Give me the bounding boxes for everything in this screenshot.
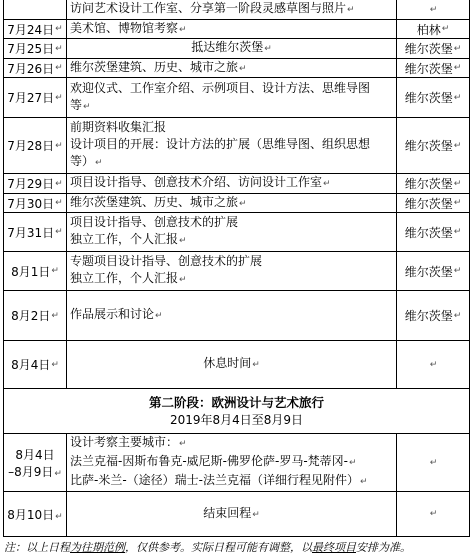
- date-text: 8月10日: [7, 507, 55, 522]
- paragraph-mark-icon: ↵: [239, 63, 247, 74]
- date-cell: [4, 252, 67, 290]
- paragraph-mark-icon: ↵: [55, 92, 63, 103]
- paragraph-mark-icon: ↵: [453, 92, 462, 103]
- activity-cell: [67, 341, 397, 388]
- paragraph-mark-icon: ↵: [252, 509, 260, 520]
- place-text: 维尔茨堡: [404, 42, 453, 56]
- note-underline-1: 为往期范例: [70, 541, 125, 554]
- paragraph-mark-icon: ↵: [429, 509, 438, 519]
- activity-text: 设计项目的开展：设计方法的扩展（思维导图、组织思想: [70, 137, 371, 151]
- activity-text: 独立工作，个人汇报: [70, 232, 179, 246]
- table-row: [4, 434, 470, 492]
- place-text: 柏林: [416, 22, 441, 37]
- date-cell: [4, 174, 67, 193]
- activity-text: 作品展示和讨论: [70, 307, 155, 321]
- activity-cell: [67, 20, 397, 38]
- activity-text: 休息时间: [203, 356, 252, 370]
- note-underline-2: 最终项目: [312, 541, 356, 554]
- place-text: 维尔茨堡: [404, 177, 453, 191]
- place-cell: [397, 20, 469, 38]
- table-row: [4, 118, 470, 174]
- paragraph-mark-icon: ↵: [51, 266, 59, 276]
- activity-line: [203, 505, 260, 524]
- table-row: [4, 174, 470, 194]
- date-text: 7月25日: [7, 42, 55, 56]
- activity-line: [70, 194, 393, 213]
- table-row: [4, 492, 470, 537]
- table-row: [4, 194, 470, 213]
- activity-line: [70, 97, 393, 116]
- date-cell: [4, 0, 67, 19]
- activity-text: 前期资料收集汇报: [70, 120, 167, 134]
- date-cell: [4, 341, 67, 388]
- activity-text: 等）: [70, 154, 95, 168]
- place-cell: [397, 434, 469, 491]
- table-row: [4, 341, 470, 389]
- activity-line: [70, 306, 393, 325]
- activity-line: [70, 270, 393, 289]
- date-text: 7月24日: [7, 22, 55, 37]
- activity-line: [70, 136, 393, 153]
- activity-line: [70, 20, 393, 39]
- date-text: 7月31日: [7, 225, 55, 240]
- place-cell: [397, 174, 469, 193]
- place-cell: [397, 59, 469, 77]
- activity-text: 项目设计指导、创意技术介绍、访问设计工作室: [70, 175, 323, 189]
- paragraph-mark-icon: ↵: [360, 477, 368, 487]
- paragraph-mark-icon: ↵: [179, 275, 187, 285]
- date-text: 7月30日: [7, 196, 55, 211]
- place-cell: [397, 39, 469, 58]
- table-row: [4, 0, 470, 20]
- paragraph-mark-icon: ↵: [55, 24, 63, 34]
- activity-cell: [67, 252, 397, 290]
- table-row: [4, 78, 470, 118]
- activity-cell: [67, 118, 397, 173]
- paragraph-mark-icon: ↵: [453, 178, 462, 189]
- paragraph-mark-icon: ↵: [348, 458, 357, 468]
- note-part-2: ，仅供参考。实际日程可能有调整，以: [125, 541, 312, 554]
- paragraph-mark-icon: ↵: [55, 43, 63, 54]
- paragraph-mark-icon: ↵: [429, 359, 438, 370]
- date-cell: [4, 291, 67, 340]
- stage2-header: [4, 389, 469, 433]
- place-cell: [397, 291, 469, 340]
- activity-text: 专题项目设计指导、创意技术的扩展: [70, 254, 263, 268]
- paragraph-mark-icon: ↵: [155, 311, 163, 321]
- paragraph-mark-icon: ↵: [55, 511, 63, 522]
- paragraph-mark-icon: ↵: [453, 227, 462, 237]
- place-text: 维尔茨堡: [404, 139, 453, 153]
- paragraph-mark-icon: ↵: [441, 24, 450, 34]
- activity-line: [70, 59, 393, 78]
- stage2-title: [149, 394, 324, 412]
- date-cell: [4, 213, 67, 251]
- paragraph-mark-icon: ↵: [55, 140, 63, 151]
- activity-cell: [67, 78, 397, 117]
- activity-text: 法兰克福-因斯布鲁克-威尼斯-佛罗伦萨-罗马-梵蒂冈-: [70, 454, 348, 468]
- date-line: [8, 463, 62, 480]
- activity-text: 结束回程: [203, 505, 252, 520]
- activity-line: [70, 231, 393, 250]
- activity-line: [70, 253, 393, 270]
- date-cell: [4, 59, 67, 77]
- place-text: 维尔茨堡: [404, 91, 453, 105]
- activity-text: 维尔茨堡建筑、历史、城市之旅: [70, 59, 239, 74]
- paragraph-mark-icon: ↵: [347, 5, 355, 15]
- activity-line: [203, 355, 260, 374]
- activity-text: 维尔茨堡建筑、历史、城市之旅: [70, 194, 239, 209]
- activity-cell: [67, 59, 397, 77]
- paragraph-mark-icon: ↵: [252, 360, 260, 370]
- table-row: [4, 252, 470, 291]
- date-text: 7月27日: [7, 91, 55, 105]
- date-text: 8月4日: [15, 447, 55, 462]
- paragraph-mark-icon: ↵: [51, 310, 59, 321]
- place-cell: [397, 252, 469, 290]
- date-text: 7月29日: [7, 177, 55, 191]
- stage2-dates: [170, 412, 303, 428]
- paragraph-mark-icon: ↵: [179, 24, 187, 35]
- date-line: [7, 506, 62, 523]
- place-text: 维尔茨堡: [404, 61, 453, 76]
- paragraph-mark-icon: ↵: [453, 43, 462, 54]
- activity-text: 项目设计指导、创意技术的扩展: [70, 215, 239, 229]
- note-part-1: 注：以上日程: [4, 541, 70, 554]
- activity-text: 比萨-米兰-（途径）瑞士-法兰克福（详细行程见附件）: [70, 473, 359, 487]
- paragraph-mark-icon: ↵: [453, 198, 462, 208]
- paragraph-mark-icon: ↵: [55, 178, 63, 189]
- paragraph-mark-icon: ↵: [55, 198, 63, 208]
- activity-cell: [67, 174, 397, 193]
- activity-line: [191, 39, 272, 58]
- place-text: 维尔茨堡: [404, 264, 453, 279]
- activity-line: [70, 453, 393, 472]
- place-text: 维尔茨堡: [404, 309, 453, 323]
- activity-line: [70, 153, 393, 172]
- activity-text: 等: [70, 97, 83, 112]
- paragraph-mark-icon: ↵: [179, 236, 187, 246]
- activity-text: 独立工作，个人汇报: [70, 271, 179, 285]
- date-cell: [4, 434, 67, 491]
- activity-cell: [67, 492, 397, 536]
- date-lines: [8, 446, 62, 480]
- place-text: 维尔茨堡: [404, 225, 453, 240]
- paragraph-mark-icon: ↵: [83, 101, 91, 112]
- place-cell: [397, 492, 469, 536]
- activity-text: 美术馆、博物馆考察: [70, 20, 179, 35]
- activity-line: [70, 472, 393, 491]
- activity-cell: [67, 213, 397, 251]
- activity-text: 访问艺术设计工作室、分享第一阶段灵感草图与照片: [70, 1, 347, 15]
- activity-text: 欢迎仪式、工作室介绍、示例项目、设计方法、思维导图: [70, 80, 371, 95]
- table-row: [4, 39, 470, 59]
- activity-line: [70, 174, 393, 193]
- paragraph-mark-icon: ↵: [429, 457, 438, 468]
- activity-cell: [67, 0, 397, 19]
- paragraph-mark-icon: ↵: [179, 439, 187, 449]
- table-row: [4, 291, 470, 341]
- paragraph-mark-icon: ↵: [453, 310, 462, 321]
- place-text: 维尔茨堡: [404, 196, 453, 211]
- place-cell: [397, 194, 469, 212]
- note-part-3: 安排为准。: [356, 541, 411, 554]
- schedule-table: [3, 0, 470, 537]
- paragraph-mark-icon: ↵: [95, 158, 103, 168]
- date-text: 7月26日: [7, 61, 55, 76]
- paragraph-mark-icon: ↵: [323, 179, 331, 189]
- paragraph-mark-icon: ↵: [55, 227, 63, 237]
- activity-line: [70, 0, 393, 19]
- paragraph-mark-icon: ↵: [429, 4, 438, 15]
- table-row: [4, 20, 470, 39]
- paragraph-mark-icon: ↵: [453, 140, 462, 151]
- paragraph-mark-icon: ↵: [453, 63, 462, 73]
- stage2-dates-text: 2019年8月4日至8月9日: [169, 413, 304, 427]
- date-cell: [4, 492, 67, 536]
- activity-cell: [67, 194, 397, 212]
- date-cell: [4, 39, 67, 58]
- date-text: –8月9日: [8, 464, 54, 479]
- date-cell: [4, 20, 67, 38]
- activity-cell: [67, 434, 397, 491]
- date-cell: [4, 194, 67, 212]
- date-text: 8月4日: [11, 358, 51, 372]
- table-row: [4, 213, 470, 252]
- activity-cell: [67, 39, 397, 58]
- place-cell: [397, 78, 469, 117]
- paragraph-mark-icon: ↵: [264, 44, 272, 54]
- date-cell: [4, 118, 67, 173]
- date-cell: [4, 78, 67, 117]
- place-cell: [397, 341, 469, 388]
- table-row: [4, 59, 470, 78]
- paragraph-mark-icon: ↵: [51, 359, 59, 370]
- activity-line: [70, 119, 393, 136]
- date-text: 8月2日: [11, 309, 51, 323]
- activity-line: [70, 80, 393, 97]
- date-line: [8, 446, 62, 463]
- paragraph-mark-icon: ↵: [239, 198, 247, 209]
- place-cell: [397, 118, 469, 173]
- date-text: 8月1日: [11, 264, 51, 279]
- stage2-header-row: [4, 389, 470, 434]
- date-text: 7月28日: [7, 139, 55, 153]
- activity-text: 抵达维尔茨堡: [191, 40, 264, 54]
- activity-text: 设计考察主要城市：: [70, 435, 179, 449]
- paragraph-mark-icon: ↵: [55, 63, 63, 73]
- paragraph-mark-icon: ↵: [54, 468, 62, 479]
- activity-line: [70, 434, 393, 453]
- stage2-title-text: 第二阶段：欧洲设计与艺术旅行: [148, 395, 324, 410]
- footnote: [4, 539, 411, 555]
- paragraph-mark-icon: ↵: [453, 266, 462, 276]
- activity-cell: [67, 291, 397, 340]
- place-cell: [397, 0, 469, 19]
- place-cell: [397, 213, 469, 251]
- date-lines: [7, 506, 62, 523]
- activity-line: [70, 214, 393, 231]
